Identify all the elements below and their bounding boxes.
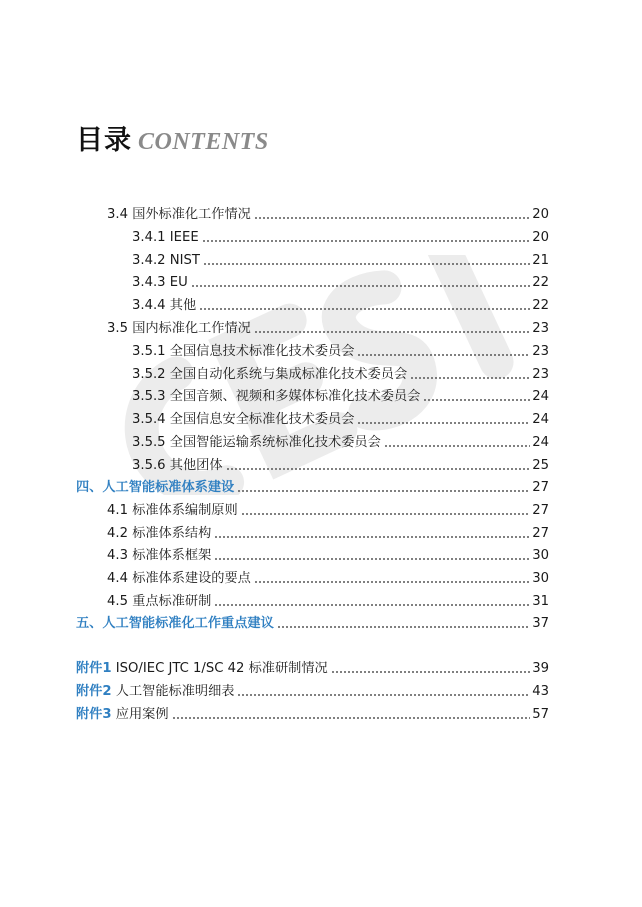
dot-leader	[237, 490, 530, 492]
toc-entry-3-5[interactable]	[107, 319, 549, 339]
toc-entry-number: 3.5.4	[132, 412, 166, 427]
toc-entry-title: ISO/IEC JTC 1/SC 42 标准研制情况	[115, 661, 328, 676]
toc-entry-page: 23	[532, 321, 549, 336]
toc-entry-number: 3.5	[107, 321, 128, 336]
toc-entry-3-4[interactable]	[107, 205, 549, 225]
toc-entry-page: 21	[532, 253, 549, 268]
toc-entry-page: 24	[532, 435, 549, 450]
toc-entry-number: 4.3	[107, 548, 128, 563]
dot-leader	[203, 263, 530, 265]
toc-entry-number: 3.5.5	[132, 435, 166, 450]
toc-entry-number: 四、	[76, 480, 103, 495]
dot-leader	[202, 240, 531, 242]
toc-title-en: CONTENTS	[138, 129, 269, 155]
toc-appendix-2[interactable]	[76, 682, 549, 702]
toc-entry-number: 3.4	[107, 207, 128, 222]
toc-entry-title: 全国信息安全标准化技术委员会	[169, 412, 355, 427]
dot-leader	[254, 581, 530, 583]
appendix-label: 附件2	[76, 684, 112, 699]
toc-entry-3-5-3[interactable]	[132, 387, 549, 407]
toc-entry-number: 3.4.4	[132, 298, 166, 313]
toc-entry-page: 20	[532, 207, 549, 222]
toc-title-cn: 目录	[76, 125, 132, 156]
toc-entry-page: 39	[532, 661, 549, 676]
toc-entry-title: 全国信息技术标准化技术委员会	[169, 344, 355, 359]
toc-entry-number: 3.5.3	[132, 389, 166, 404]
toc-entry-4-1[interactable]	[107, 501, 549, 521]
dot-leader	[410, 377, 530, 379]
toc-entry-4-2[interactable]	[107, 524, 549, 544]
toc-entry-page: 22	[532, 298, 549, 313]
dot-leader	[331, 671, 530, 673]
toc-entry-3-5-6[interactable]	[132, 456, 549, 476]
dot-leader	[214, 558, 530, 560]
dot-leader	[237, 694, 530, 696]
toc-entry-title: EU	[169, 275, 188, 290]
toc-entry-page: 27	[532, 480, 549, 495]
toc-entry-page: 43	[532, 684, 549, 699]
dot-leader	[254, 217, 530, 219]
toc-entry-4-5[interactable]	[107, 592, 549, 612]
toc-entry-number: 五、	[76, 616, 103, 631]
toc-entry-page: 25	[532, 458, 549, 473]
dot-leader	[254, 331, 530, 333]
toc-entry-title: 标准体系编制原则	[132, 503, 238, 518]
toc-entry-number: 3.5.1	[132, 344, 166, 359]
toc-entry-title: 人工智能标准明细表	[115, 684, 235, 699]
toc-entry-3-5-2[interactable]	[132, 365, 549, 385]
dot-leader	[214, 536, 530, 538]
toc-entry-page: 27	[532, 503, 549, 518]
toc-entry-page: 31	[532, 594, 549, 609]
toc-entry-title: 其他	[169, 298, 197, 313]
toc-entry-number: 3.4.3	[132, 275, 166, 290]
toc-entry-page: 20	[532, 230, 549, 245]
toc-entry-4-3[interactable]	[107, 546, 549, 566]
toc-entry-3-5-4[interactable]	[132, 410, 549, 430]
toc-entry-page: 23	[532, 367, 549, 382]
dot-leader	[226, 468, 531, 470]
toc-entry-number: 3.5.2	[132, 367, 166, 382]
toc-entry-title: 重点标准研制	[132, 594, 212, 609]
dot-leader	[423, 399, 530, 401]
dot-leader	[172, 717, 531, 719]
toc-entry-number: 4.5	[107, 594, 128, 609]
toc-entry-page: 22	[532, 275, 549, 290]
toc-entry-number: 4.2	[107, 526, 128, 541]
toc-entry-title: 标准体系结构	[132, 526, 212, 541]
appendix-label: 附件3	[76, 707, 112, 722]
toc-chapter-5[interactable]	[76, 614, 549, 634]
toc-entry-page: 23	[532, 344, 549, 359]
toc-entry-title: 全国智能运输系统标准化技术委员会	[169, 435, 381, 450]
toc-entry-page: 57	[532, 707, 549, 722]
toc-entry-number: 4.1	[107, 503, 128, 518]
toc-entry-number: 3.5.6	[132, 458, 166, 473]
toc-entry-number: 4.4	[107, 571, 128, 586]
toc-chapter-4[interactable]	[76, 478, 549, 498]
toc-entry-title: 标准体系框架	[132, 548, 212, 563]
appendix-label: 附件1	[76, 661, 112, 676]
toc-entry-page: 30	[532, 548, 549, 563]
dot-leader	[191, 285, 530, 287]
toc-entry-title: 人工智能标准体系建设	[102, 480, 235, 495]
dot-leader	[357, 354, 530, 356]
toc-appendix-1[interactable]	[76, 659, 549, 679]
toc-entry-title: NIST	[169, 253, 200, 268]
toc-entry-page: 24	[532, 412, 549, 427]
toc-entry-page: 27	[532, 526, 549, 541]
toc-entry-title: 标准体系建设的要点	[132, 571, 251, 586]
toc-entry-title: 人工智能标准化工作重点建议	[102, 616, 274, 631]
toc-entry-3-4-4[interactable]	[132, 296, 549, 316]
toc-entry-title: 应用案例	[115, 707, 169, 722]
toc-appendix-3[interactable]	[76, 705, 549, 725]
toc-entry-number: 3.4.2	[132, 253, 166, 268]
toc-entry-number: 3.4.1	[132, 230, 166, 245]
toc-entry-title: 其他团体	[169, 458, 223, 473]
dot-leader	[214, 604, 530, 606]
toc-entry-title: 国内标准化工作情况	[132, 321, 251, 336]
toc-entry-3-5-1[interactable]	[132, 342, 549, 362]
toc-entry-4-4[interactable]	[107, 569, 549, 589]
toc-entry-page: 37	[532, 616, 549, 631]
toc-entry-3-5-5[interactable]	[132, 433, 549, 453]
dot-leader	[277, 626, 530, 628]
toc-entry-title: 全国音频、视频和多媒体标准化技术委员会	[169, 389, 421, 404]
dot-leader	[357, 422, 530, 424]
dot-leader	[241, 513, 531, 515]
toc-entry-title: 全国自动化系统与集成标准化技术委员会	[169, 367, 408, 382]
dot-leader	[199, 308, 530, 310]
toc-entry-3-4-3[interactable]	[132, 273, 549, 293]
toc-entry-3-4-1[interactable]	[132, 228, 549, 248]
dot-leader	[384, 445, 530, 447]
toc-entry-title: IEEE	[169, 230, 199, 245]
toc-entry-title: 国外标准化工作情况	[132, 207, 251, 222]
toc-entry-page: 24	[532, 389, 549, 404]
toc-entry-page: 30	[532, 571, 549, 586]
toc-entry-3-4-2[interactable]	[132, 251, 549, 271]
